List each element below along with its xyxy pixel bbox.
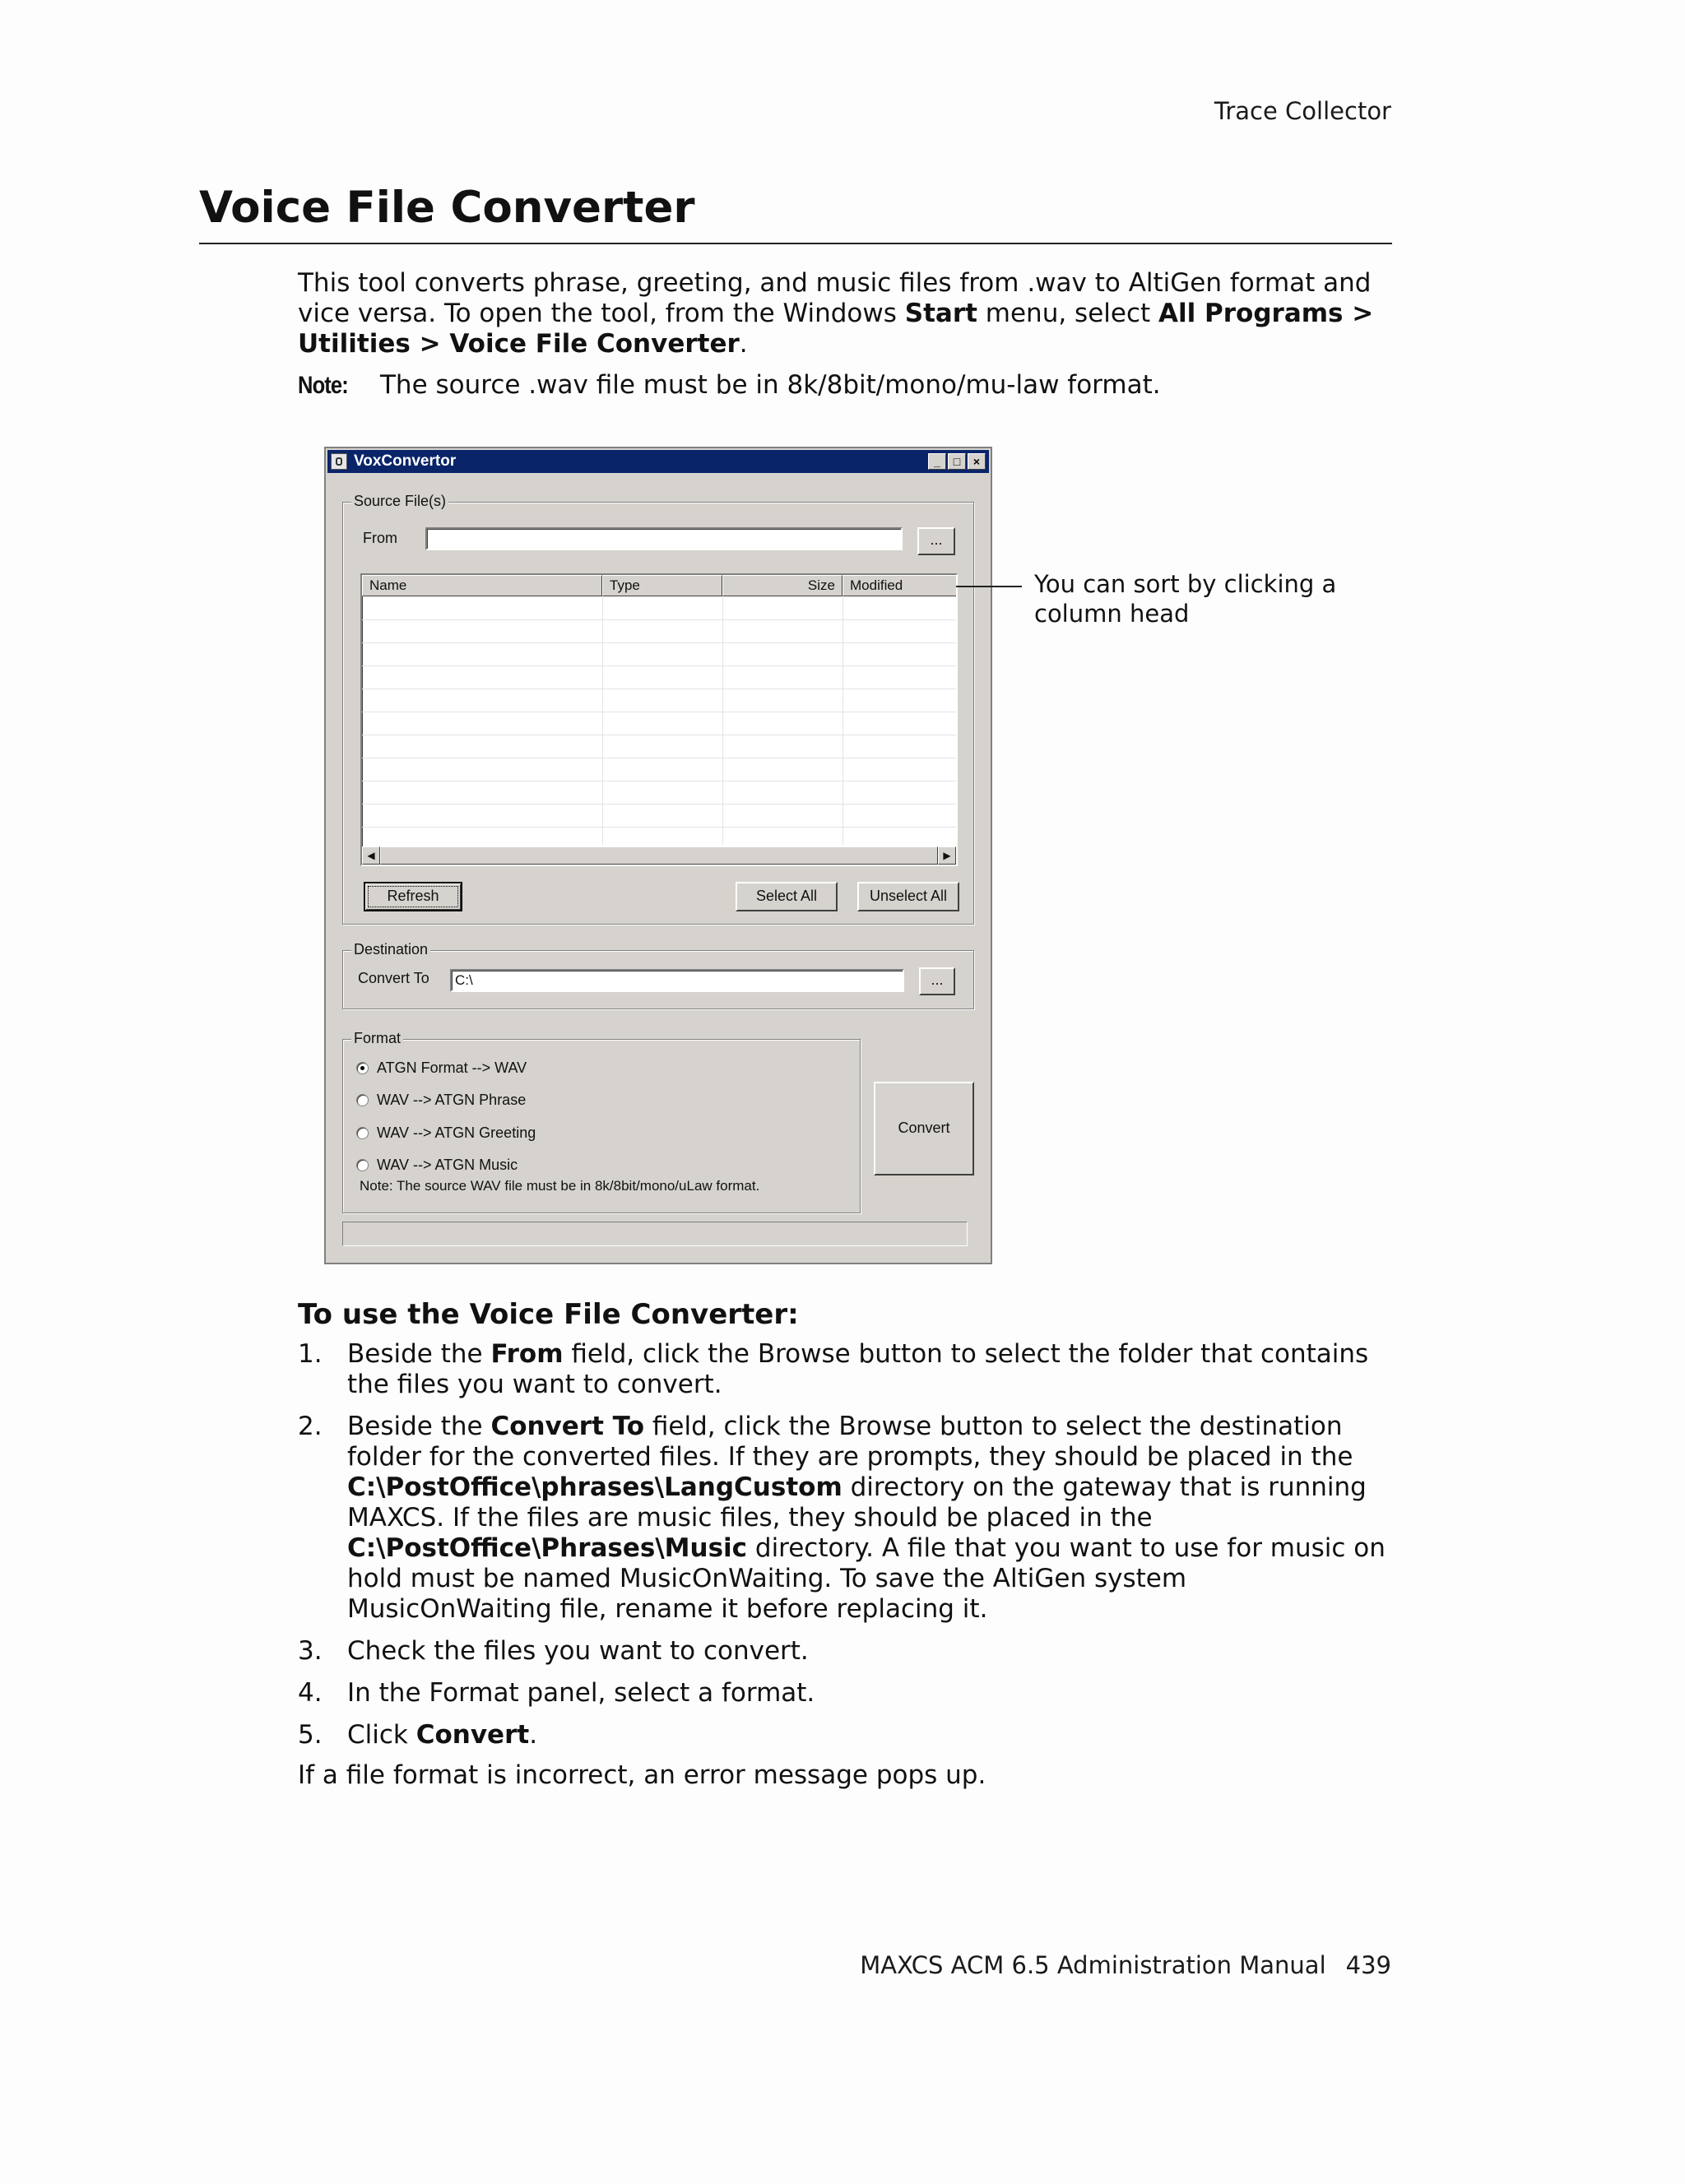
callout-text: You can sort by clicking a column head [1034,570,1337,628]
format-option-atgn-to-wav[interactable]: ATGN Format --> WAV [356,1060,527,1077]
radio-icon[interactable] [356,1159,369,1171]
intro-paragraph: This tool converts phrase, greeting, and music files from .wav to AltiGen format and vice versa. To open the tool, from the Windows Start menu, select All Programs > Utilities > Voice File Converter. [298,268,1374,359]
app-icon [331,453,347,470]
destination-group [342,941,974,1009]
refresh-button[interactable]: Refresh [364,882,462,911]
column-name[interactable]: Name [362,575,602,596]
step-2: 2. Beside the Convert To field, click the Browse button to select the destination folder for the converted files. If they are prompts, they should be placed in the C:\PostOffice\phrases\LangCustom directory on the gateway that is running MAXCS. If the files are music files, they should be placed in the C:\PostOffice\Phrases\Music directory. A file that you want to use for music on hold must be named MusicOnWaiting. To save the AltiGen system MusicOnWaiting file, rename it before replacing it. [298,1412,1386,1624]
column-type[interactable]: Type [602,575,722,596]
title-rule [199,243,1392,244]
format-label: Format [351,1030,403,1047]
radio-checked-icon[interactable] [356,1062,369,1074]
from-browse-button[interactable]: ... [917,527,955,555]
from-label: From [363,530,397,546]
step-4: 4. In the Format panel, select a format. [298,1678,815,1708]
page-number: 439 [1345,1951,1391,1979]
from-input[interactable] [425,527,903,550]
radio-icon[interactable] [356,1127,369,1139]
dialog-title: VoxConvertor [354,452,457,470]
callout-leader-line [956,586,1022,587]
format-note: Note: The source WAV file must be in 8k/8bit/mono/uLaw format. [360,1178,760,1194]
step-1: 1. Beside the From field, click the Browse button to select the folder that contains the files you want to convert. [298,1339,1369,1399]
convert-to-browse-button[interactable]: ... [919,967,955,995]
dialog-titlebar [327,450,989,473]
scroll-right-icon[interactable]: ▶ [938,846,956,865]
note-text: The source .wav file must be in 8k/8bit/mono/mu-law format. [380,370,1161,400]
note [298,370,1392,401]
page-title: Voice File Converter [199,183,695,233]
status-bar [342,1222,968,1246]
column-size[interactable]: Size [722,575,842,596]
convert-to-input[interactable]: C:\ [450,969,904,992]
select-all-button[interactable]: Select All [736,882,838,911]
format-option-wav-to-greeting[interactable]: WAV --> ATGN Greeting [356,1124,536,1142]
unselect-all-button[interactable]: Unselect All [857,882,959,911]
format-group [342,1030,861,1213]
destination-label: Destination [351,941,430,958]
column-modified[interactable]: Modified [842,575,958,596]
manual-title: MAXCS ACM 6.5 Administration Manual [860,1951,1326,1979]
step-3: 3. Check the files you want to convert. [298,1636,809,1666]
page-footer [860,1951,1391,1979]
horizontal-scrollbar[interactable] [362,846,956,865]
source-files-label: Source File(s) [351,493,448,510]
maximize-icon[interactable]: □ [948,453,966,470]
closing-paragraph: If a file format is incorrect, an error message pops up. [298,1760,986,1790]
scroll-left-icon[interactable]: ◀ [362,846,380,865]
scroll-thumb[interactable] [380,846,938,865]
format-option-wav-to-phrase[interactable]: WAV --> ATGN Phrase [356,1092,526,1109]
procedure-steps [298,1339,1392,1762]
radio-icon[interactable] [356,1094,369,1106]
note-label: Note: [298,372,348,399]
file-list[interactable] [360,573,958,866]
convert-button[interactable]: Convert [874,1082,974,1175]
format-option-wav-to-music[interactable]: WAV --> ATGN Music [356,1157,518,1174]
minimize-icon[interactable]: _ [928,453,946,470]
convert-to-label: Convert To [358,970,429,986]
running-header: Trace Collector [1214,97,1391,125]
voxconvertor-dialog [324,447,992,1264]
procedure-heading: To use the Voice File Converter: [298,1298,799,1331]
step-5: 5. Click Convert. [298,1720,538,1750]
close-icon[interactable]: × [968,453,986,470]
